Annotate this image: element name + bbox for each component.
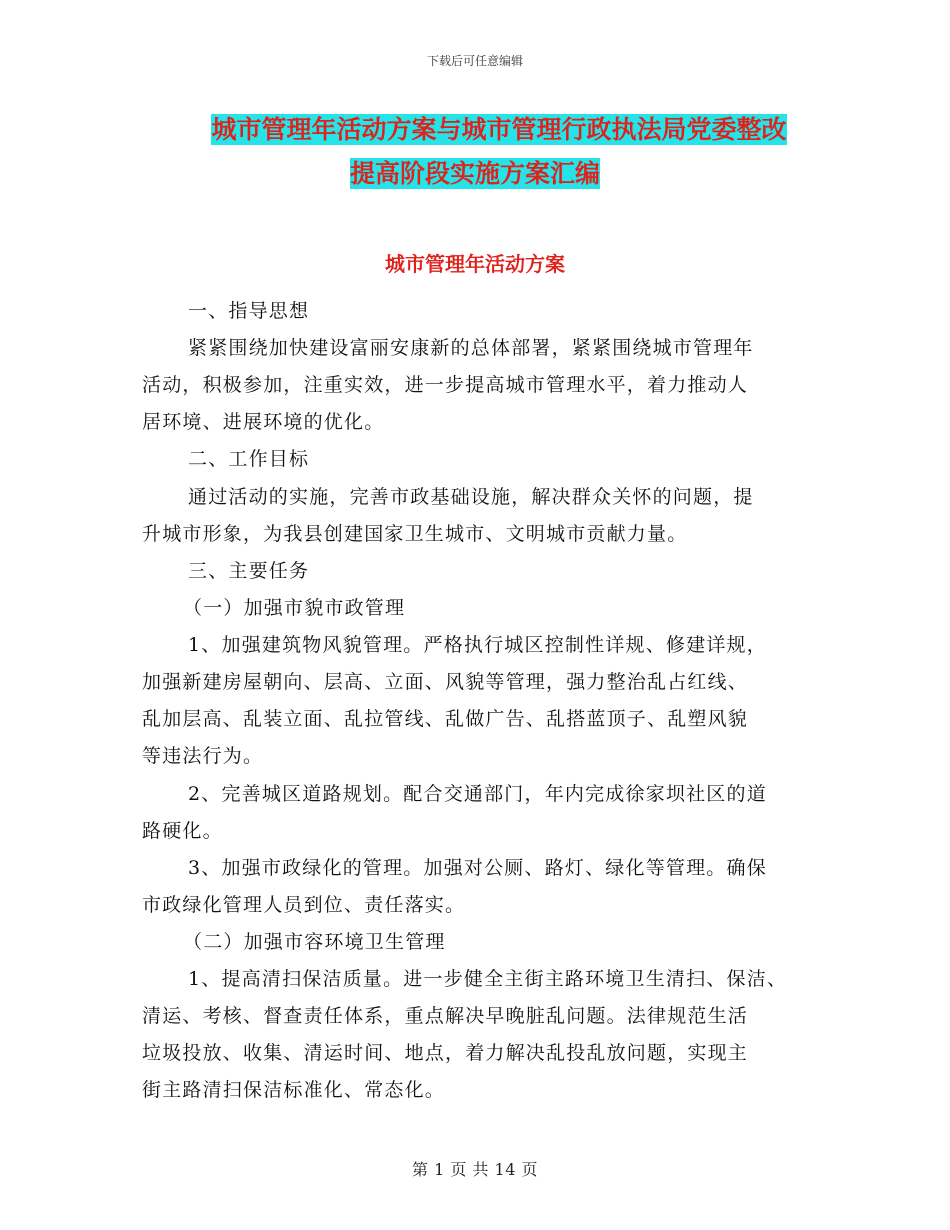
paragraph-line: 通过活动的实施，完善市政基础设施，解决群众关怀的问题，提 <box>188 486 754 508</box>
heading-guiding-thought: 一、指导思想 <box>188 300 310 322</box>
header-note: 下载后可任意编辑 <box>426 54 523 68</box>
subheading-sanitation: （二）加强市容环境卫生管理 <box>183 931 446 953</box>
paragraph-line: 活动，积极参加，注重实效，进一步提高城市管理水平，着力推动人 <box>142 374 749 396</box>
document-title-text-2: 提高阶段实施方案汇编 <box>349 159 600 188</box>
subheading-city-appearance: （一）加强市貌市政管理 <box>183 597 406 619</box>
document-title-line-2 <box>0 157 950 191</box>
paragraph-line: 居环境、进展环境的优化。 <box>142 411 385 433</box>
heading-main-tasks: 三、主要任务 <box>188 560 310 582</box>
heading-work-goals: 二、工作目标 <box>188 448 310 470</box>
paragraph-line: 路硬化。 <box>142 820 223 842</box>
document-title-text-1: 城市管理年活动方案与城市管理行政执法局党委整改 <box>211 115 787 144</box>
paragraph-line: 垃圾投放、收集、清运时间、地点，着力解决乱投乱放问题，实现主 <box>142 1042 749 1064</box>
paragraph-line: 升城市形象，为我县创建国家卫生城市、文明城市贡献力量。 <box>142 523 688 545</box>
paragraph-line: 1、提高清扫保洁质量。进一步健全主街主路环境卫生清扫、保洁、 <box>188 968 788 990</box>
paragraph-line: 2、完善城区道路规划。配合交通部门，年内完成徐家坝社区的道 <box>188 783 767 805</box>
paragraph-line: 3、加强市政绿化的管理。加强对公厕、路灯、绿化等管理。确保 <box>188 857 767 879</box>
paragraph-line: 紧紧围绕加快建设富丽安康新的总体部署，紧紧围绕城市管理年 <box>188 337 754 359</box>
paragraph-line: 等违法行为。 <box>142 745 264 767</box>
paragraph-line: 1、加强建筑物风貌管理。严格执行城区控制性详规、修建详规， <box>188 634 767 656</box>
paragraph-line: 乱加层高、乱装立面、乱拉管线、乱做广告、乱搭蓝顶子、乱塑风貌 <box>142 708 749 730</box>
paragraph-line: 加强新建房屋朝向、层高、立面、风貌等管理，强力整治乱占红线、 <box>142 671 749 693</box>
paragraph-line: 市政绿化管理人员到位、责任落实。 <box>142 894 466 916</box>
paragraph-line: 清运、考核、督查责任体系，重点解决早晚脏乱问题。法律规范生活 <box>142 1005 749 1027</box>
section-title: 城市管理年活动方案 <box>385 252 565 276</box>
page-number-footer: 第 1 页 共 14 页 <box>412 1160 538 1179</box>
paragraph-line: 街主路清扫保洁标准化、常态化。 <box>142 1079 446 1101</box>
document-title-line-1 <box>0 113 950 147</box>
